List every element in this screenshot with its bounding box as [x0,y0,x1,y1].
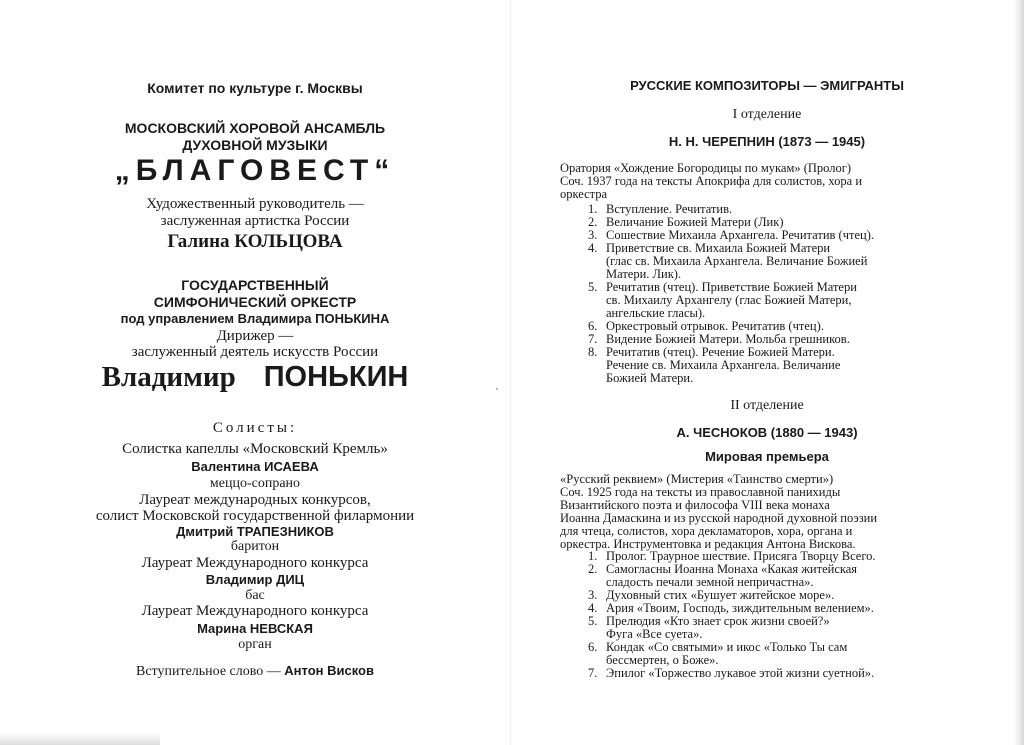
work-1-line-2: Соч. 1937 года на тексты Апокрифа для солистов, хора и [560,174,863,188]
item-line: св. Михаилу Архангелу (глас Божией Матери, [606,293,852,307]
intro-name: Антон Висков [284,663,374,678]
composer-1: Н. Н. ЧЕРЕПНИН (1873 — 1945) [668,134,866,149]
list-item [588,615,928,641]
work-1-description [560,162,960,201]
program-title: РУССКИЕ КОМПОЗИТОРЫ — ЭМИГРАНТЫ [630,78,904,93]
work-1-list [588,203,928,385]
work-1-line-1: Оратория «Хождение Богородицы по мукам» (Пролог) [560,161,852,175]
work-2-line-1: «Русский реквием» (Мистерия «Таинство смерти») [560,472,834,486]
soloist-1-name: Валентина ИСАЕВА [191,459,319,474]
item-line: Речение св. Михаила Архангела. Величание [606,358,841,372]
soloist-4-desc: Лауреат Международного конкурса [141,603,369,619]
work-2-line-6: оркестра. Инструментовка и редакция Антона Вискова. [560,537,856,551]
orchestra-line-2: СИМФОНИЧЕСКИЙ ОРКЕСТР [153,294,357,310]
work-2-line-2: Соч. 1925 года на тексты из православной панихиды [560,485,841,499]
page-corner-shadow [0,733,160,745]
conductor-role: Дирижер — [216,328,294,344]
work-2-line-3: Византийского поэта и философа VIII века монаха [560,498,830,512]
item-number: 6. [588,319,598,333]
director-name: Галина КОЛЬЦОВА [167,231,343,252]
item-line: Самогласны Иоанна Монаха «Какая житейская [606,562,858,576]
list-item [588,242,928,281]
item-number: 7. [588,666,598,680]
list-item [588,641,928,667]
right-page [510,0,1024,745]
director-title: заслуженная артистка России [160,213,350,229]
choir-line-1: МОСКОВСКИЙ ХОРОВОЙ АНСАМБЛЬ [124,120,386,136]
soloists-heading: Солисты: [212,420,298,436]
item-number: 3. [588,228,598,242]
item-line: Сошествие Михаила Архангела. Речитатив (чтец). [606,228,874,242]
item-line: Ария «Твоим, Господь, зиждительным велением». [606,601,874,615]
item-line: Вступление. Речитатив. [606,202,733,216]
item-number: 8. [588,345,598,359]
work-1-line-3: оркестра [560,187,608,201]
item-line: (глас св. Михаила Архангела. Величание Божией [606,254,868,268]
soloist-4-name: Марина НЕВСКАЯ [197,621,313,636]
item-number: 6. [588,640,598,654]
item-line: сладость печали земной непричастна». [606,575,814,589]
item-line: Кондак «Со святыми» и икос «Только Ты сам [606,640,848,654]
list-item [588,346,928,385]
soloist-2-voice: баритон [230,539,280,554]
intro-line [0,663,510,680]
item-line: бессмертен, о Боже». [606,653,719,667]
item-line: Речитатив (чтец). Приветствие Божией Матери [606,280,857,294]
item-line: Пролог. Траурное шествие. Присяга Творцу Всего. [606,549,876,563]
soloist-1-voice: меццо-сопрано [209,476,301,491]
premiere-label: Мировая премьера [705,449,829,464]
soloist-2-name: Дмитрий ТРАПЕЗНИКОВ [176,524,334,539]
list-item [588,281,928,320]
part-2-heading: II отделение [730,398,804,413]
conductor-last-name: ПОНЬКИН [263,361,409,393]
work-2-description [560,473,960,551]
stray-mark: ⸼ [496,376,499,390]
soloist-1-desc: Солистка капеллы «Московский Кремль» [122,441,388,457]
item-number: 7. [588,332,598,346]
intro-label: Вступительное слово — [136,664,281,679]
item-number: 2. [588,562,598,576]
soloist-2-desc: Лауреат международных конкурсов, [139,492,371,508]
item-line: Видение Божией Матери. Мольба грешников. [606,332,850,346]
soloist-3-voice: бас [245,588,265,603]
committee-line: Комитет по культуре г. Москвы [147,80,363,96]
part-1-heading: I отделение [732,107,802,122]
conductor-first-name: Владимир [101,361,236,393]
item-number: 4. [588,601,598,615]
item-line: Божией Матери. [606,371,694,385]
item-line: Фуга «Все суета». [606,627,703,641]
item-line: Эпилог «Торжество лукавое этой жизни суетной». [606,666,875,680]
work-2-line-4: Иоанна Дамаскина и из русской народной духовной поэзии [560,511,878,525]
item-number: 5. [588,614,598,628]
item-line: Речитатив (чтец). Речение Божией Матери. [606,345,835,359]
left-page [0,0,510,745]
item-line: Приветствие св. Михаила Божией Матери [606,241,831,255]
item-line: ангельские гласы). [606,306,706,320]
item-line: Величание Божией Матери (Лик) [606,215,784,229]
orchestra-line-3: под управлением Владимира ПОНЬКИНА [120,311,390,326]
orchestra-line-1: ГОСУДАРСТВЕННЫЙ [181,277,329,293]
item-number: 5. [588,280,598,294]
list-item [588,667,928,680]
work-2-list [588,550,928,680]
page-edge-shadow [1014,0,1024,745]
item-line: Духовный стих «Бушует житейское море». [606,588,835,602]
item-number: 3. [588,588,598,602]
choir-line-2: ДУХОВНОЙ МУЗЫКИ [182,137,328,153]
choir-name: „БЛАГОВЕСТ“ [114,154,396,187]
item-line: Оркестровый отрывок. Речитатив (чтец). [606,319,824,333]
conductor-name [0,361,510,394]
item-number: 1. [588,202,598,216]
soloist-3-name: Владимир ДИЦ [205,572,305,587]
item-number: 2. [588,215,598,229]
item-number: 1. [588,549,598,563]
item-number: 4. [588,241,598,255]
director-role: Художественный руководитель — [146,196,364,212]
soloist-3-desc: Лауреат Международного конкурса [141,555,369,571]
work-2-line-5: для чтеца, солистов, хора декламаторов, хора, органа и [560,524,853,538]
item-line: Матери. Лик). [606,267,682,281]
composer-2: А. ЧЕСНОКОВ (1880 — 1943) [676,425,858,440]
soloist-4-voice: орган [238,637,272,652]
conductor-title: заслуженный деятель искусств России [131,344,379,360]
list-item [588,563,928,589]
soloist-2-desc-2: солист Московской государственной филармонии [95,508,415,524]
item-line: Прелюдия «Кто знает срок жизни своей?» [606,614,830,628]
